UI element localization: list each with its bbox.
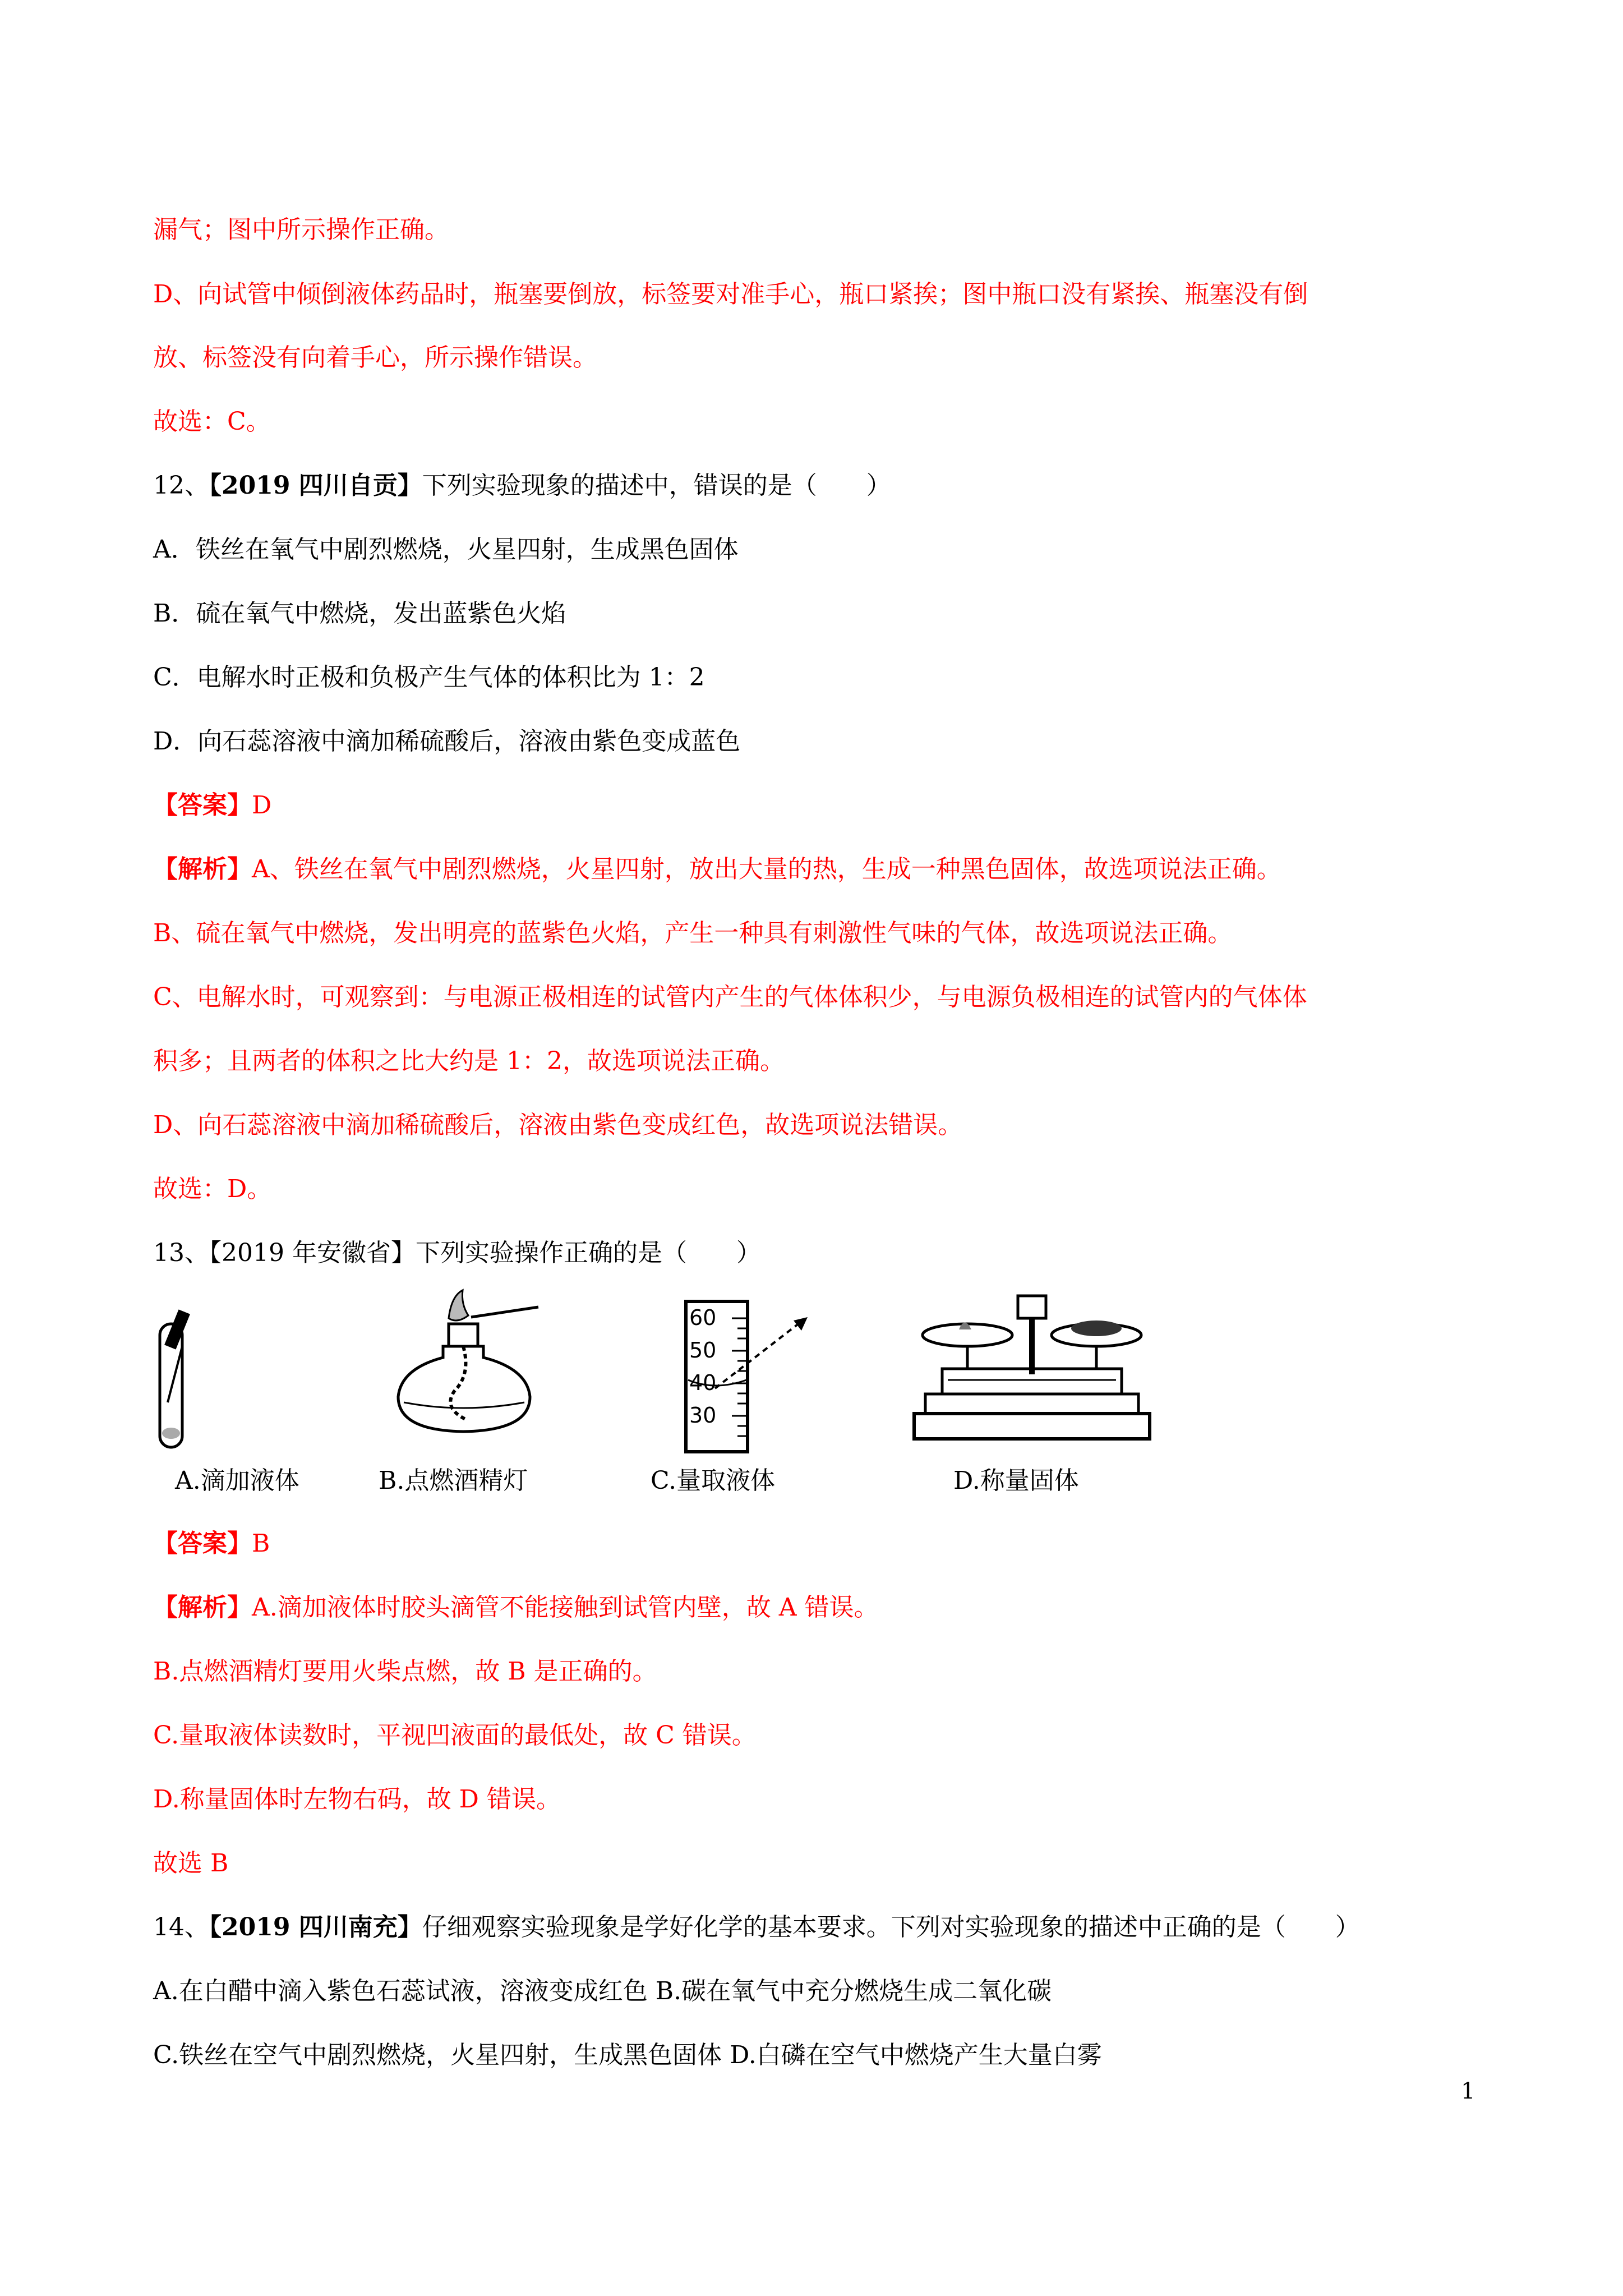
answer-value: B — [252, 1529, 270, 1558]
analysis-line: 漏气；图中所示操作正确。 — [153, 215, 449, 244]
question-source: 【2019 四川自贡】 — [209, 471, 422, 500]
graduated-cylinder-figure — [681, 1296, 850, 1464]
option-d: D．向石蕊溶液中滴加稀硫酸后，溶液由紫色变成蓝色 — [153, 727, 741, 756]
balance-figure — [909, 1290, 1178, 1458]
question-number: 12、 — [153, 471, 209, 500]
question-13-stem — [153, 1236, 761, 1270]
analysis-line: 故选 B — [153, 1849, 229, 1878]
caption-c: C.量取液体 — [651, 1466, 776, 1495]
caption-d: D.称量固体 — [953, 1466, 1079, 1495]
option-c: C．电解水时正极和负极产生气体的体积比为 1：2 — [153, 663, 705, 692]
answer-value: D — [252, 791, 272, 820]
analysis-label: 【解析】 — [153, 1593, 252, 1622]
analysis-line: D.称量固体时左物右码，故 D 错误。 — [153, 1785, 561, 1814]
question-text: 仔细观察实验现象是学好化学的基本要求。下列对实验现象的描述中正确的是（ ） — [422, 1913, 1360, 1941]
analysis-line — [153, 1591, 879, 1625]
answer-line — [153, 1527, 270, 1561]
analysis-line: B.点燃酒精灯要用火柴点燃，故 B 是正确的。 — [153, 1657, 657, 1686]
question-12-stem — [153, 469, 891, 503]
option-row: A.在白醋中滴入紫色石蕊试液，溶液变成红色 B.碳在氧气中充分燃烧生成二氧化碳 — [153, 1977, 1052, 2005]
answer-line — [153, 789, 271, 822]
analysis-line: D、向试管中倾倒液体药品时，瓶塞要倒放，标签要对准手心，瓶口紧挨；图中瓶口没有紧挨、瓶塞没有倒 — [153, 280, 1308, 309]
analysis-label: 【解析】 — [153, 855, 252, 884]
analysis-text: A、铁丝在氧气中剧烈燃烧，火星四射，放出大量的热，生成一种黑色固体，故选项说法正确。 — [252, 855, 1281, 884]
analysis-line: 故选：D。 — [153, 1175, 272, 1203]
option-row: C.铁丝在空气中剧烈燃烧，火星四射，生成黑色固体 D.白磷在空气中燃烧产生大量白雾 — [153, 2041, 1102, 2069]
option-b: B．硫在氧气中燃烧，发出蓝紫色火焰 — [153, 599, 566, 628]
analysis-line: 积多；且两者的体积之比大约是 1：2，故选项说法正确。 — [153, 1047, 785, 1075]
analysis-line: C、电解水时，可观察到：与电源正极相连的试管内产生的气体体积少，与电源负极相连的试管内的气体体 — [153, 983, 1307, 1011]
page-number: 1 — [1461, 2078, 1476, 2104]
question-text: 下列实验现象的描述中，错误的是（ ） — [422, 471, 891, 500]
question-text: 下列实验操作正确的是（ ） — [415, 1239, 761, 1267]
cylinder-tick-label: 30 — [689, 1403, 717, 1428]
analysis-line: C.量取液体读数时，平视凹液面的最低处，故 C 错误。 — [153, 1721, 757, 1750]
question-number: 14、 — [153, 1913, 209, 1941]
cylinder-tick-label: 60 — [689, 1305, 717, 1330]
analysis-text: A.滴加液体时胶头滴管不能接触到试管内壁，故 A 错误。 — [252, 1593, 879, 1622]
question-number: 13、 — [153, 1239, 209, 1267]
alcohol-lamp-figure — [387, 1285, 566, 1453]
answer-label: 【答案】 — [153, 791, 252, 820]
cylinder-tick-label: 40 — [689, 1370, 717, 1395]
analysis-line: 放、标签没有向着手心，所示操作错误。 — [153, 343, 597, 372]
answer-label: 【答案】 — [153, 1529, 252, 1558]
question-14-stem — [153, 1911, 1360, 1944]
analysis-line — [153, 853, 1281, 886]
cylinder-tick-label: 50 — [689, 1338, 717, 1363]
question-source: 【2019 年安徽省】 — [209, 1239, 416, 1267]
analysis-line: 故选：C。 — [153, 407, 271, 436]
caption-a: A.滴加液体 — [175, 1466, 299, 1495]
analysis-line: D、向石蕊溶液中滴加稀硫酸后，溶液由紫色变成红色，故选项说法错误。 — [153, 1111, 963, 1139]
analysis-line: B、硫在氧气中燃烧，发出明亮的蓝紫色火焰，产生一种具有刺激性气味的气体，故选项说法正确。 — [153, 919, 1233, 947]
dropper-test-tube-figure — [149, 1301, 227, 1458]
option-a: A．铁丝在氧气中剧烈燃烧，火星四射，生成黑色固体 — [153, 535, 739, 564]
caption-b: B.点燃酒精灯 — [379, 1466, 528, 1495]
question-source: 【2019 四川南充】 — [209, 1913, 422, 1941]
